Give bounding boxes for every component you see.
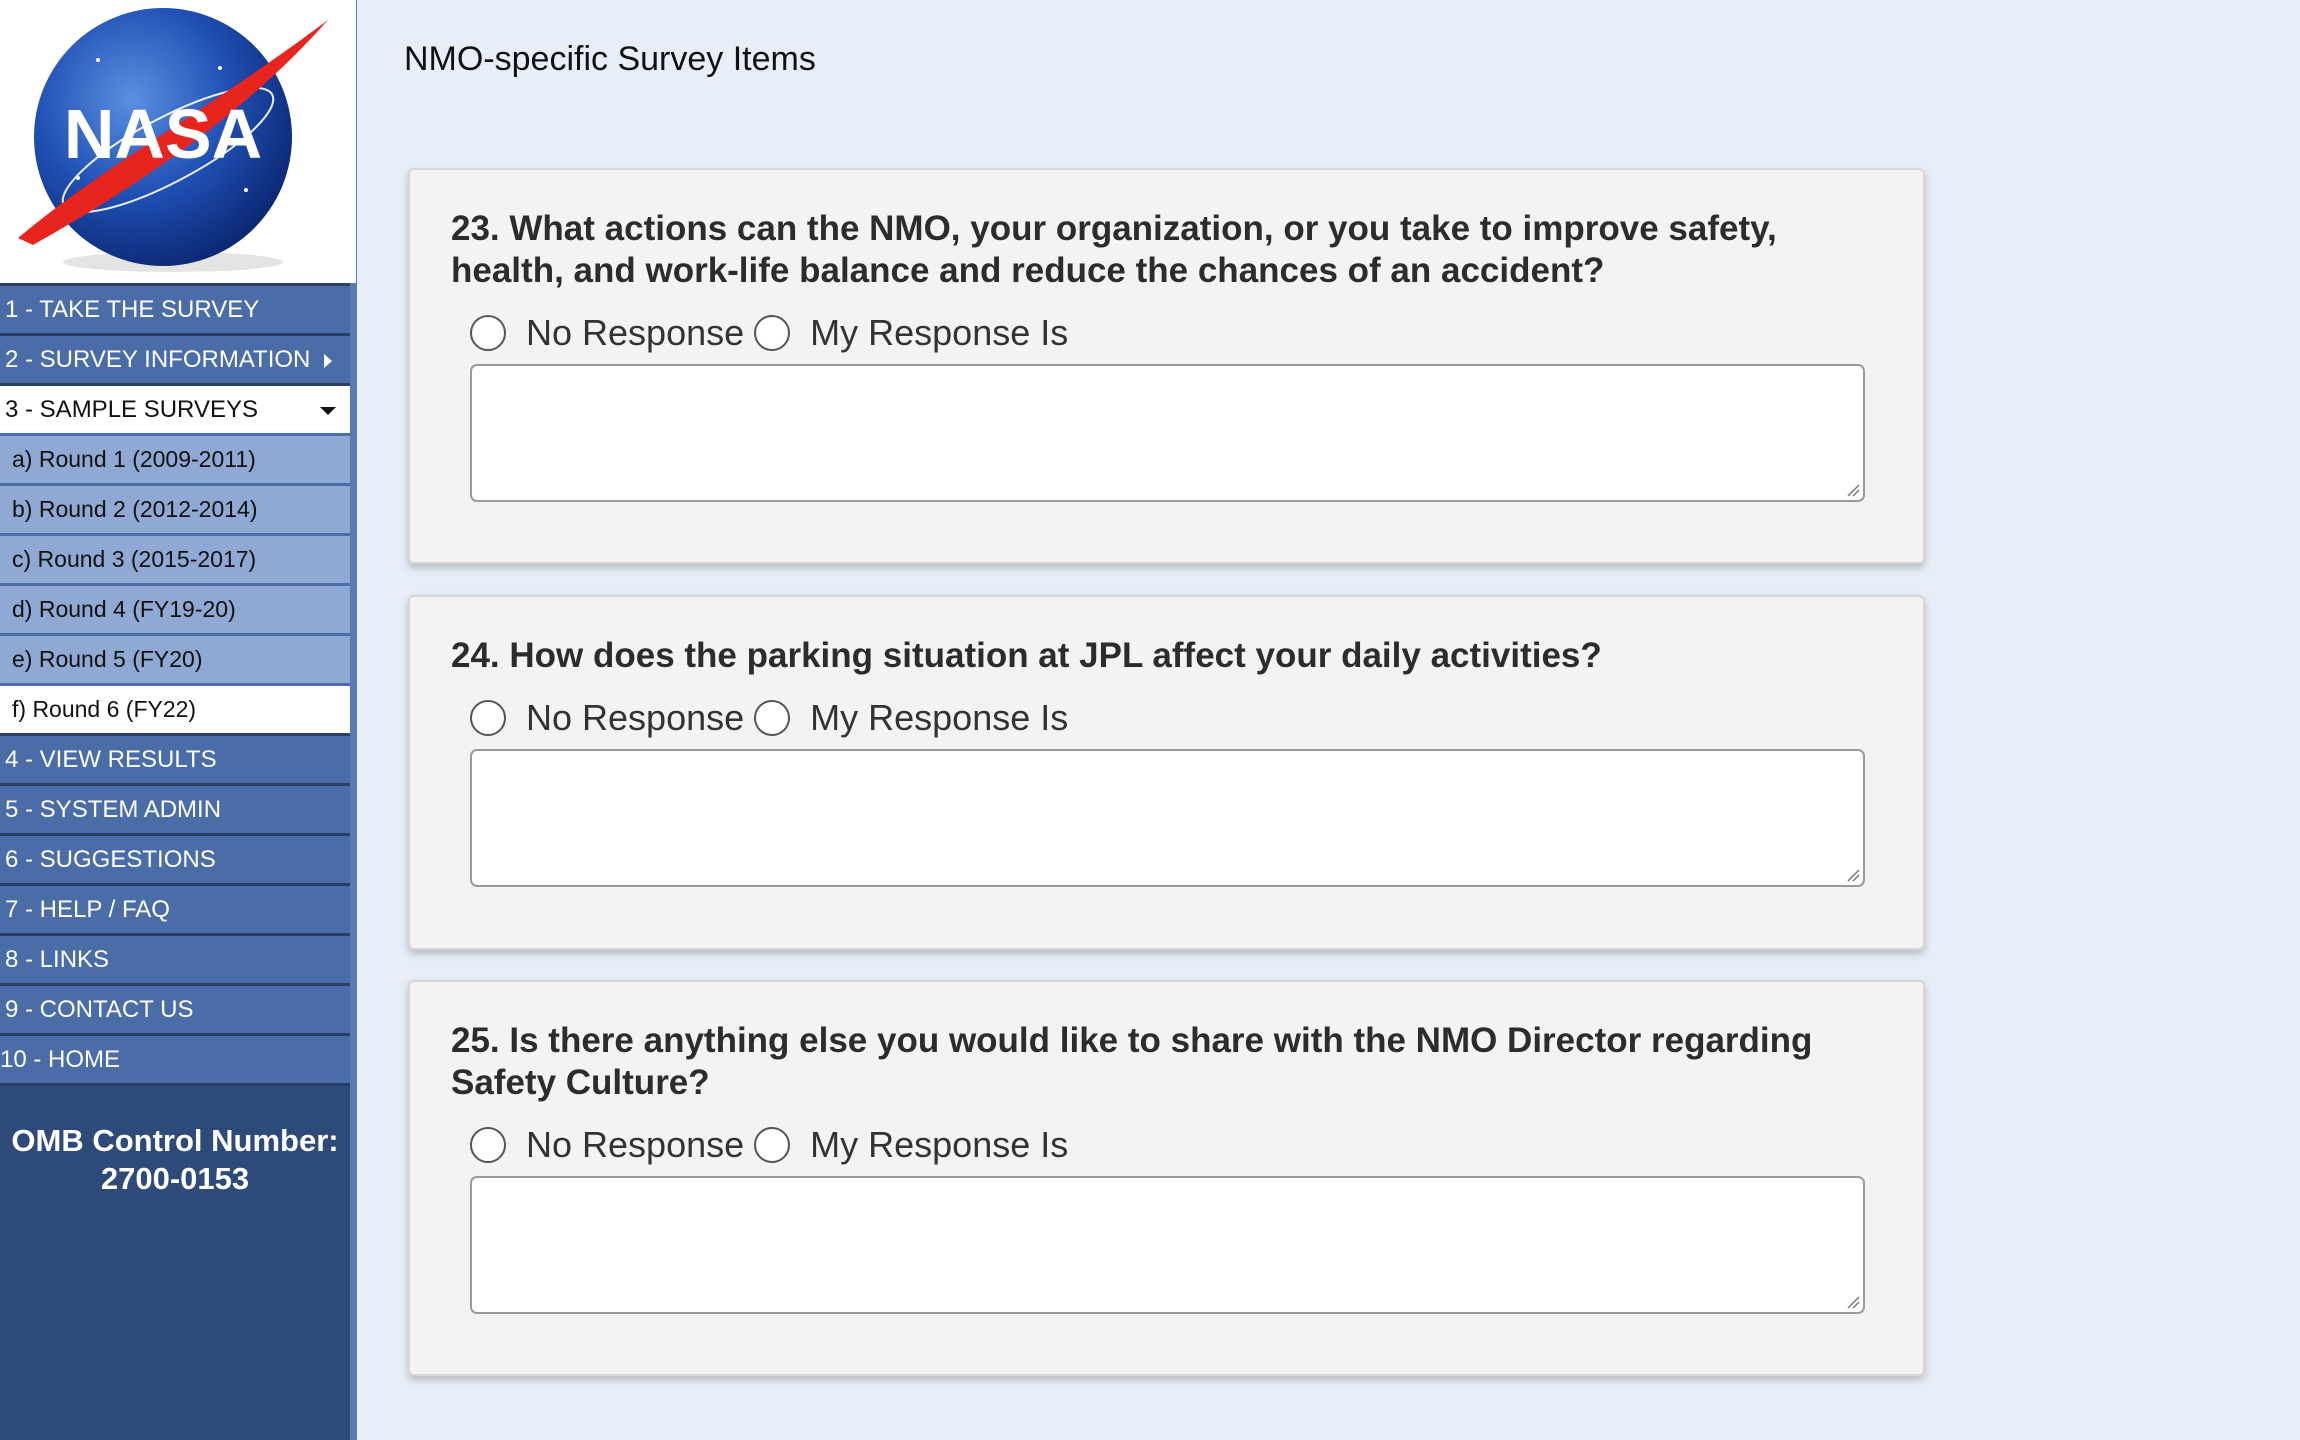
nav-help-faq[interactable] xyxy=(0,883,350,933)
question-card-24 xyxy=(408,595,1925,950)
omb-label: OMB Control Number: xyxy=(11,1123,339,1158)
nav-label: 5 - SYSTEM ADMIN xyxy=(5,796,222,823)
nav-label: 7 - HELP / FAQ xyxy=(5,896,170,923)
nav-label: 6 - SUGGESTIONS xyxy=(5,846,216,873)
nasa-logo[interactable] xyxy=(0,0,356,283)
question-text: 24. How does the parking situation at JPL affect your daily activities? xyxy=(451,636,1602,675)
my-response-radio[interactable] xyxy=(754,700,790,736)
nav-contact-us[interactable] xyxy=(0,983,350,1033)
question-text: 25. Is there anything else you would like to share with the NMO Director regarding Safety Culture? xyxy=(451,1021,1813,1102)
nav-home[interactable] xyxy=(0,1033,350,1086)
no-response-label[interactable]: No Response xyxy=(526,312,745,353)
nav-sub-label: f) Round 6 (FY22) xyxy=(12,696,197,722)
nav-label: 1 - TAKE THE SURVEY xyxy=(5,296,260,323)
no-response-radio[interactable] xyxy=(470,1127,506,1163)
nav-sub-label: c) Round 3 (2015-2017) xyxy=(12,546,257,572)
nav-sub-round-2[interactable] xyxy=(0,483,350,533)
nav-suggestions[interactable] xyxy=(0,833,350,883)
no-response-radio[interactable] xyxy=(470,315,506,351)
nav-menu xyxy=(0,283,350,1086)
question-text: 23. What actions can the NMO, your organization, or you take to improve safety, health, and work-life balance and reduce the chances of an accident? xyxy=(451,209,1777,290)
my-response-label[interactable]: My Response Is xyxy=(810,697,1069,738)
omb-control-number xyxy=(0,1122,350,1198)
nav-label: 8 - LINKS xyxy=(5,946,110,973)
nav-sub-label: d) Round 4 (FY19-20) xyxy=(12,596,236,622)
resize-grip-icon[interactable] xyxy=(1846,1295,1860,1309)
no-response-radio[interactable] xyxy=(470,700,506,736)
nav-sub-round-4[interactable] xyxy=(0,583,350,633)
nav-sub-round-3[interactable] xyxy=(0,533,350,583)
page-title: NMO-specific Survey Items xyxy=(404,40,816,78)
sidebar xyxy=(0,0,357,1440)
resize-grip-icon[interactable] xyxy=(1846,483,1860,497)
nav-sub-label: a) Round 1 (2009-2011) xyxy=(12,446,256,472)
question-card-23 xyxy=(408,168,1925,564)
nav-sub-label: b) Round 2 (2012-2014) xyxy=(12,496,258,522)
response-textarea[interactable] xyxy=(470,364,1865,502)
nav-label: 10 - HOME xyxy=(0,1046,121,1073)
nav-links[interactable] xyxy=(0,933,350,983)
response-options xyxy=(470,697,1078,739)
my-response-radio[interactable] xyxy=(754,1127,790,1163)
nav-label: 9 - CONTACT US xyxy=(5,996,194,1023)
nav-label: 3 - SAMPLE SURVEYS xyxy=(5,396,258,423)
omb-number: 2700-0153 xyxy=(100,1161,250,1196)
nav-label: 4 - VIEW RESULTS xyxy=(5,746,217,773)
nav-view-results[interactable] xyxy=(0,733,350,783)
nasa-meatball-icon xyxy=(8,0,338,283)
nav-sub-label: e) Round 5 (FY20) xyxy=(12,646,203,672)
question-card-25 xyxy=(408,980,1925,1376)
my-response-label[interactable]: My Response Is xyxy=(810,1124,1069,1165)
resize-grip-icon[interactable] xyxy=(1846,868,1860,882)
svg-text:NASA: NASA xyxy=(63,95,263,173)
nav-label: 2 - SURVEY INFORMATION xyxy=(5,346,311,373)
nav-system-admin[interactable] xyxy=(0,783,350,833)
no-response-label[interactable]: No Response xyxy=(526,697,745,738)
nav-sub-round-6[interactable] xyxy=(0,683,350,733)
response-textarea[interactable] xyxy=(470,1176,1865,1314)
nav-sample-surveys[interactable] xyxy=(0,383,350,433)
no-response-label[interactable]: No Response xyxy=(526,1124,745,1165)
my-response-label[interactable]: My Response Is xyxy=(810,312,1069,353)
chevron-down-icon xyxy=(320,407,336,415)
nav-survey-information[interactable] xyxy=(0,333,350,383)
response-options xyxy=(470,1124,1078,1166)
my-response-radio[interactable] xyxy=(754,315,790,351)
nav-sub-round-1[interactable] xyxy=(0,433,350,483)
nav-sub-round-5[interactable] xyxy=(0,633,350,683)
response-options xyxy=(470,312,1078,354)
nav-take-survey[interactable] xyxy=(0,283,350,333)
response-textarea[interactable] xyxy=(470,749,1865,887)
chevron-right-icon xyxy=(324,354,332,368)
